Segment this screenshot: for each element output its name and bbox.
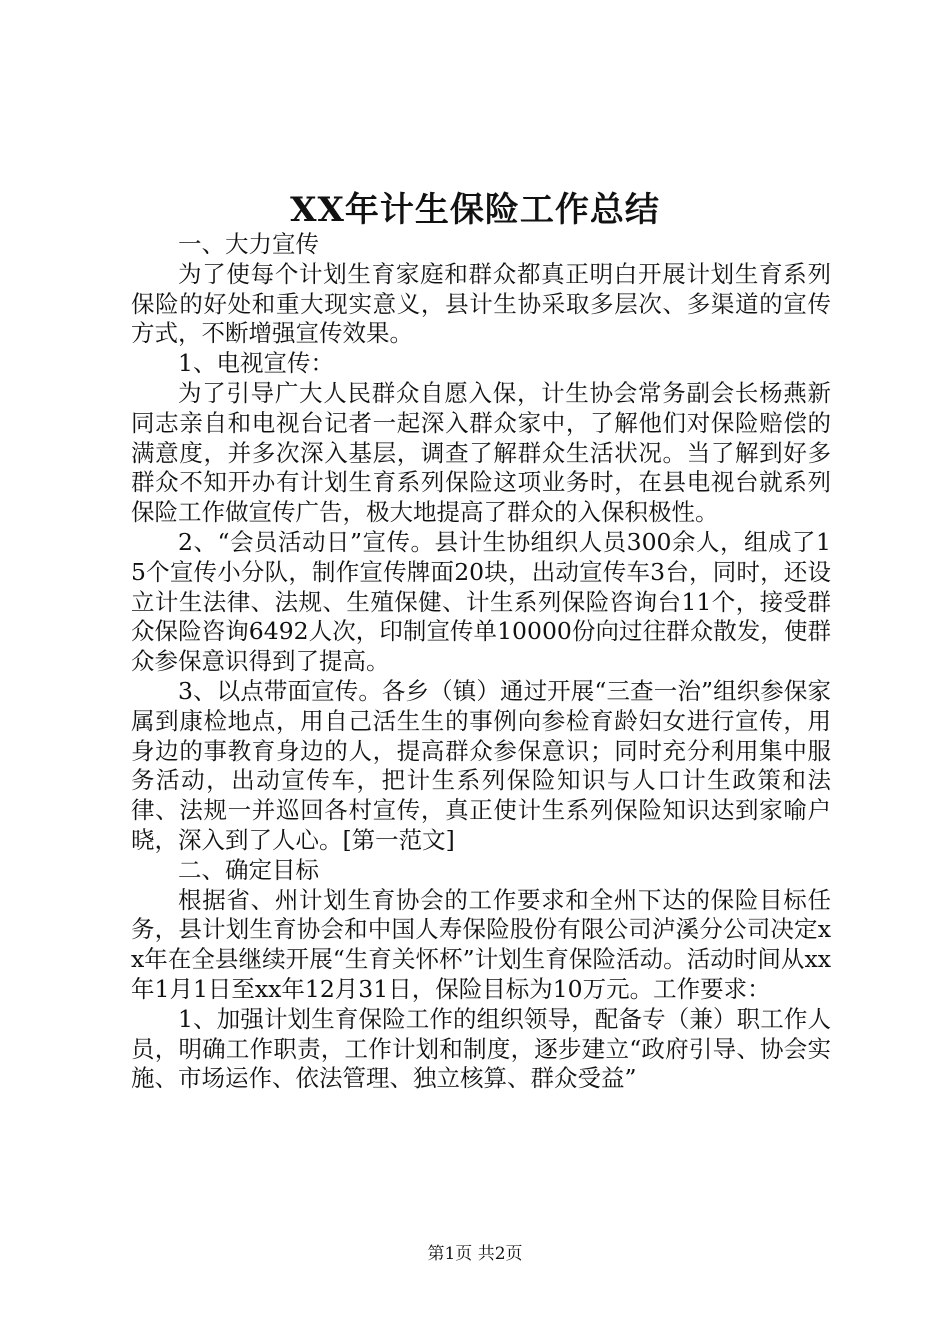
paragraph: 1、加强计划生育保险工作的组织领导，配备专（兼）职工作人员，明确工作职责，工作计划和制度，逐步建立“政府引导、协会实施、市场运作、依法管理、独立核算、群众受益” [131, 1004, 831, 1093]
section-heading-2: 二、确定目标 [178, 855, 319, 884]
subsection-heading-tv: 1、电视宣传： [178, 349, 334, 378]
document-body [131, 230, 831, 1094]
paragraph: 为了引导广大人民群众自愿入保，计生协会常务副会长杨燕新同志亲自和电视台记者一起深入群众家中，了解他们对保险赔偿的满意度，并多次深入基层，调查了解群众生活状况。当了解到好多群众不知开办有计划生育系列保险这项业务时，在县电视台就系列保险工作做宣传广告，极大地提高了群众的入保积极性。 [131, 378, 831, 527]
page-number-footer: 第1页 共2页 [427, 1244, 523, 1264]
paragraph: 为了使每个计划生育家庭和群众都真正明白开展计划生育系列保险的好处和重大现实意义，县计生协采取多层次、多渠道的宣传方式，不断增强宣传效果。 [131, 259, 831, 348]
paragraph: 2、“会员活动日”宣传。县计生协组织人员300余人，组成了15个宣传小分队，制作宣传牌面20块，出动宣传车3台，同时，还设立计生法律、法规、生殖保健、计生系列保险咨询台11个，接受群众保险咨询6492人次，印制宣传单10000份向过往群众散发，使群众参保意识得到了提高。 [131, 527, 831, 676]
section-heading-1: 一、大力宣传 [178, 230, 319, 258]
paragraph: 3、以点带面宣传。各乡（镇）通过开展“三查一治”组织参保家属到康检地点，用自己活生生的事例向参检育龄妇女进行宣传，用身边的事教育身边的人，提高群众参保意识；同时充分利用集中服务活动，出动宣传车，把计生系列保险知识与人口计生政策和法律、法规一并巡回各村宣传，真正使计生系列保险知识达到家喻户晓，深入到了人心。[第一范文] [131, 676, 831, 854]
document-title: XX年计生保险工作总结 [290, 190, 660, 230]
paragraph: 根据省、州计划生育协会的工作要求和全州下达的保险目标任务，县计划生育协会和中国人寿保险股份有限公司泸溪分公司决定xx年在全县继续开展“生育关怀杯”计划生育保险活动。活动时间从xx年1月1日至xx年12月31日，保险目标为10万元。工作要求： [131, 885, 831, 1003]
